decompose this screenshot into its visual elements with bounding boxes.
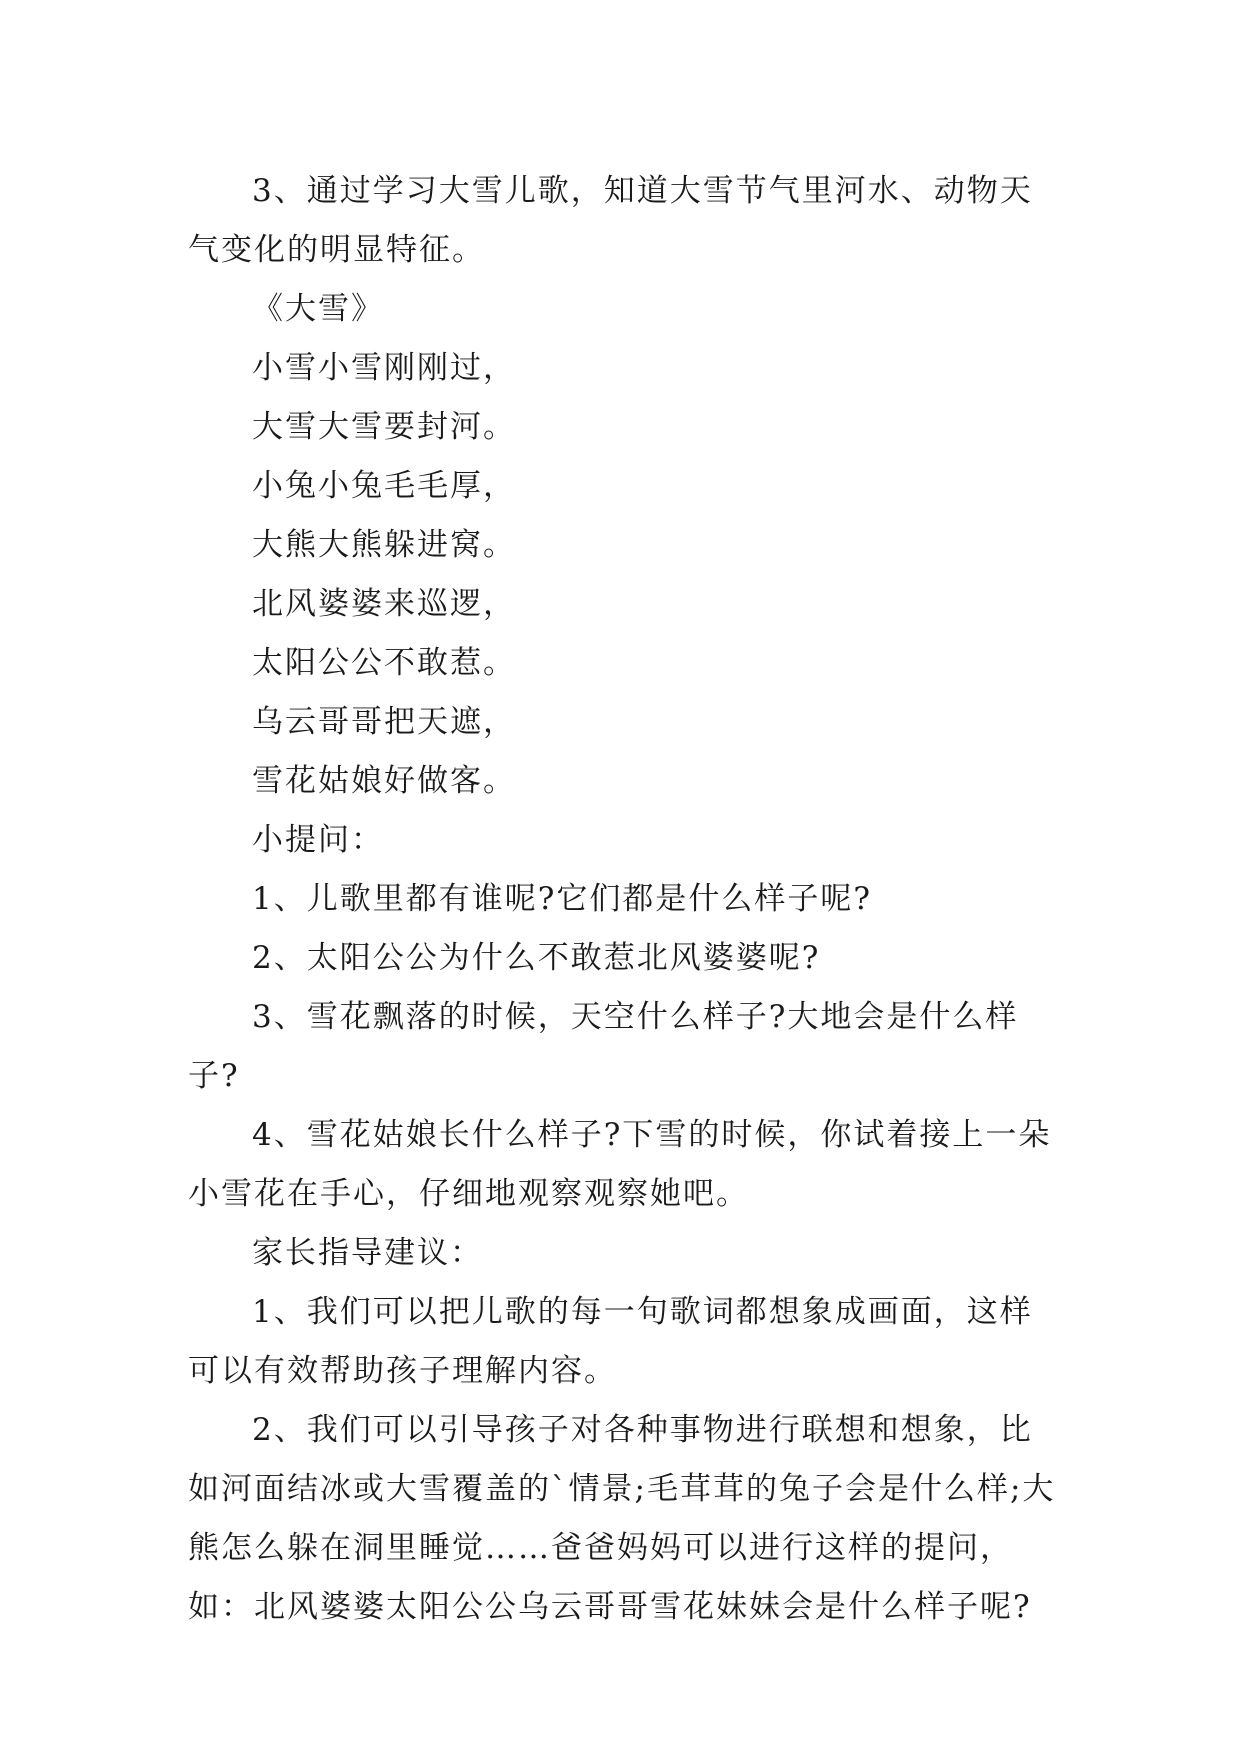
poem-line-2: 大雪大雪要封河。 — [252, 409, 516, 445]
question-1: 1、儿歌里都有谁呢?它们都是什么样子呢? — [252, 881, 872, 917]
section-heading-parent-guidance: 家长指导建议： — [252, 1235, 483, 1271]
paragraph-objective-3: 3、通过学习大雪儿歌，知道大雪节气里河水、动物天气变化的明显特征。 — [188, 173, 1033, 268]
poem-line-6: 太阳公公不敢惹。 — [252, 645, 516, 681]
section-heading-questions: 小提问： — [252, 822, 384, 858]
poem-line-7: 乌云哥哥把天遮， — [252, 704, 516, 740]
question-4: 4、雪花姑娘长什么样子?下雪的时候，你试着接上一朵小雪花在手心，仔细地观察观察她吧。 — [188, 1117, 1052, 1212]
question-3: 3、雪花飘落的时候，天空什么样子?大地会是什么样子? — [188, 999, 1019, 1094]
poem-title: 《大雪》 — [252, 291, 384, 327]
guidance-1: 1、我们可以把儿歌的每一句歌词都想象成画面，这样可以有效帮助孩子理解内容。 — [188, 1294, 1033, 1389]
document-body — [188, 162, 1058, 1637]
poem-line-4: 大熊大熊躲进窝。 — [252, 527, 516, 563]
poem-line-5: 北风婆婆来巡逻， — [252, 586, 516, 622]
guidance-2: 2、我们可以引导孩子对各种事物进行联想和想象，比如河面结冰或大雪覆盖的`情景;毛茸茸的兔子会是什么样;大熊怎么躲在洞里睡觉……爸爸妈妈可以进行这样的提问，如：北风婆婆太阳公公乌云哥哥雪花妹妹会是什么样子呢? — [188, 1412, 1056, 1625]
poem-line-8: 雪花姑娘好做客。 — [252, 763, 516, 799]
poem-line-3: 小兔小兔毛毛厚， — [252, 468, 516, 504]
question-2: 2、太阳公公为什么不敢惹北风婆婆呢? — [252, 940, 821, 976]
poem-line-1: 小雪小雪刚刚过， — [252, 350, 516, 386]
